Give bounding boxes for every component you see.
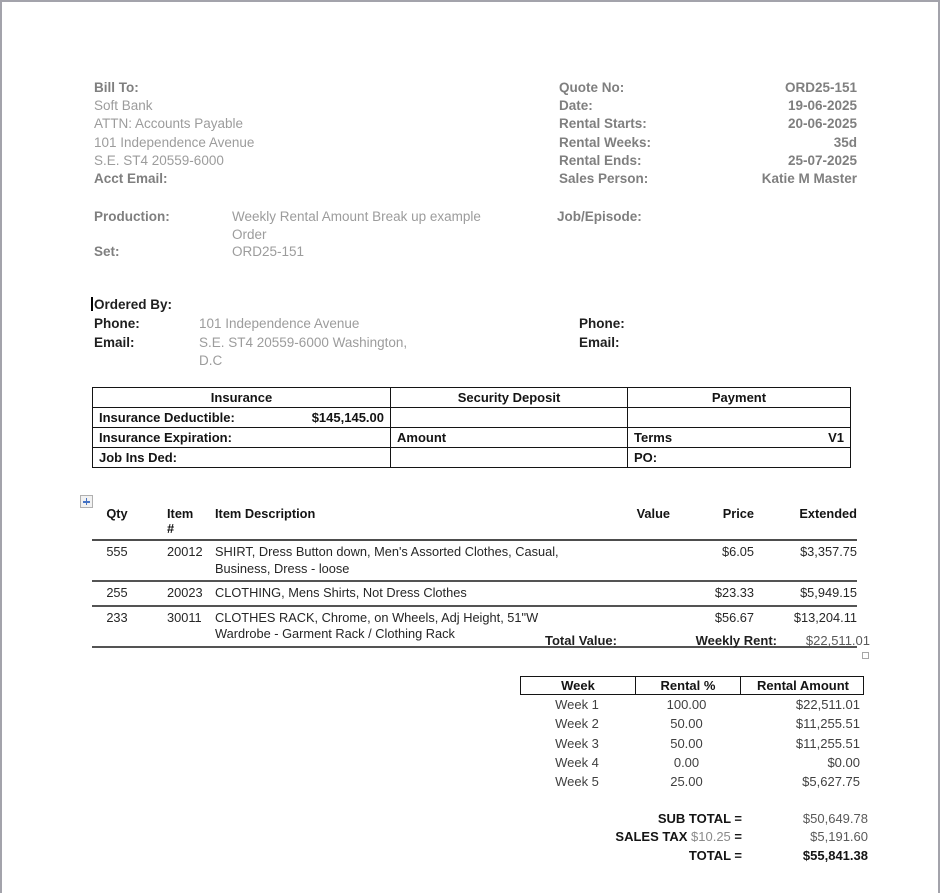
week-2-label: Week 2 xyxy=(555,716,599,732)
phone-label: Phone: xyxy=(94,316,140,331)
item-3-extended: $13,204.11 xyxy=(793,609,857,625)
item-3-qty: 233 xyxy=(106,609,128,625)
week-1-pct: 100.00 xyxy=(666,697,707,712)
insurance-deductible-cell xyxy=(93,408,391,428)
rental-weeks-label: Rental Weeks: xyxy=(559,134,652,150)
week-1-amount: $22,511.01 xyxy=(795,697,860,712)
ordered-by-label: Ordered By: xyxy=(94,297,173,312)
item-number-header: Item # xyxy=(167,506,194,536)
item-1-desc-line2: Business, Dress - loose xyxy=(215,560,350,576)
item-1-desc-line1: SHIRT, Dress Button down, Men's Assorted Clothes, Casual, xyxy=(215,544,559,559)
rental-starts-value: 20-06-2025 xyxy=(787,116,857,132)
week-table xyxy=(520,676,864,791)
terms-cell xyxy=(628,428,851,448)
total-value: $55,841.38 xyxy=(802,847,868,863)
item-2-qty: 255 xyxy=(106,585,128,600)
production-label: Production: xyxy=(94,209,170,224)
week-5-amount: $5,627.75 xyxy=(802,774,860,790)
job-ins-ded-label: Job Ins Ded: xyxy=(93,448,391,468)
item-row-1 xyxy=(92,541,857,582)
production-value xyxy=(232,208,532,244)
subtotal-value: $50,649.78 xyxy=(802,811,868,826)
sales-tax-label xyxy=(502,828,742,846)
week-4-pct: 0.00 xyxy=(673,754,700,770)
week-3-amount: $11,255.51 xyxy=(795,735,860,751)
summary-block xyxy=(502,810,868,865)
items-header-row xyxy=(92,506,857,541)
production-value-line1: Weekly Rental Amount Break up example xyxy=(232,209,481,224)
sales-tax-suffix: = xyxy=(730,829,742,845)
price-header: Price xyxy=(722,506,754,521)
set-label: Set: xyxy=(94,244,120,259)
rental-pct-header: Rental % xyxy=(635,677,740,694)
bill-to-company: Soft Bank xyxy=(94,98,153,114)
acct-email-label: Acct Email: xyxy=(94,171,168,187)
value-header: Value xyxy=(636,506,670,521)
email-value-line2: D.C xyxy=(199,353,223,369)
weekly-rent-label: Weekly Rent: xyxy=(695,633,777,648)
insurance-deductible-value: $145,145.00 xyxy=(311,410,384,425)
sales-tax-value: $5,191.60 xyxy=(810,829,868,845)
sales-person-row xyxy=(559,170,857,188)
week-row-5 xyxy=(520,772,864,791)
item-1-qty: 555 xyxy=(106,544,128,559)
sales-tax-rate: $10.25 xyxy=(691,829,731,845)
extended-header: Extended xyxy=(799,506,857,521)
item-3-desc-line2: Wardrobe - Garment Rack / Clothing Rack xyxy=(215,626,455,641)
item-1-number: 20012 xyxy=(167,544,203,559)
job-ins-ded-row xyxy=(93,448,851,468)
week-3-pct: 50.00 xyxy=(670,735,703,751)
item-row-2 xyxy=(92,582,857,607)
payment-empty-cell xyxy=(628,408,851,428)
item-3-price: $56.67 xyxy=(714,609,754,625)
item-2-description xyxy=(202,585,590,602)
item-1-description xyxy=(202,544,590,577)
security-deposit-empty-cell xyxy=(391,408,628,428)
sales-tax-prefix: SALES TAX xyxy=(615,829,692,845)
week-2-pct: 50.00 xyxy=(670,716,703,732)
right-phone-label: Phone: xyxy=(579,316,625,331)
rental-weeks-value: 35d xyxy=(833,134,857,150)
week-header: Week xyxy=(561,678,595,693)
insurance-expiration-label: Insurance Expiration: xyxy=(93,428,391,448)
quote-no-row xyxy=(559,79,857,97)
rental-ends-value: 25-07-2025 xyxy=(787,152,857,168)
security-deposit-empty-cell2 xyxy=(391,448,628,468)
week-2-amount: $11,255.51 xyxy=(795,716,860,732)
terms-label: Terms xyxy=(634,430,673,445)
email-label: Email: xyxy=(94,335,135,350)
total-label: TOTAL = xyxy=(688,847,742,863)
security-deposit-header: Security Deposit xyxy=(391,388,628,408)
bill-to-address1: 101 Independence Avenue xyxy=(94,134,255,150)
terms-value: V1 xyxy=(828,430,844,445)
qty-header: Qty xyxy=(106,506,128,521)
payment-header: Payment xyxy=(628,388,851,408)
sales-person-value: Katie M Master xyxy=(761,171,857,187)
total-row xyxy=(502,847,868,865)
week-row-1 xyxy=(520,695,864,714)
sales-person-label: Sales Person: xyxy=(559,171,649,187)
weekly-rent-value: $22,511.01 xyxy=(805,633,870,648)
total-value-label: Total Value: xyxy=(545,633,617,648)
date-value: 19-06-2025 xyxy=(787,98,857,114)
week-table-body xyxy=(520,695,864,791)
item-2-desc-line1: CLOTHING, Mens Shirts, Not Dress Clothes xyxy=(215,585,467,600)
week-5-pct: 25.00 xyxy=(670,774,703,790)
sales-tax-row xyxy=(502,828,868,846)
item-1-extended: $3,357.75 xyxy=(800,544,857,559)
insurance-table-header-row xyxy=(93,388,851,408)
rental-ends-row xyxy=(559,152,857,170)
quote-no-value: ORD25-151 xyxy=(784,80,857,95)
po-label: PO: xyxy=(628,448,851,468)
production-value-line2: Order xyxy=(232,227,267,243)
phone-value: 101 Independence Avenue xyxy=(199,316,360,331)
amount-label: Amount xyxy=(391,428,628,448)
week-5-label: Week 5 xyxy=(555,774,599,790)
rental-amount-header: Rental Amount xyxy=(740,677,865,694)
week-3-label: Week 3 xyxy=(555,735,599,751)
item-1-price: $6.05 xyxy=(721,544,754,559)
rental-weeks-row xyxy=(559,134,857,152)
items-table xyxy=(92,506,857,648)
item-2-number: 20023 xyxy=(167,585,203,600)
item-1-value xyxy=(590,544,670,577)
insurance-header: Insurance xyxy=(93,388,391,408)
text-cursor xyxy=(91,297,93,311)
week-table-header-row xyxy=(520,676,864,695)
week-4-label: Week 4 xyxy=(555,754,599,770)
week-4-amount: $0.00 xyxy=(827,754,860,770)
set-value: ORD25-151 xyxy=(232,244,305,259)
date-row xyxy=(559,97,857,115)
subtotal-row xyxy=(502,810,868,828)
item-2-price: $23.33 xyxy=(714,585,754,600)
insurance-deductible-label: Insurance Deductible: xyxy=(99,410,235,425)
quote-no-label: Quote No: xyxy=(559,80,625,95)
insurance-table xyxy=(92,387,851,468)
quote-info-block xyxy=(559,79,857,188)
week-1-label: Week 1 xyxy=(555,697,599,712)
week-row-4 xyxy=(520,753,864,772)
job-episode-label: Job/Episode: xyxy=(557,209,642,224)
week-row-2 xyxy=(520,714,864,733)
item-2-extended: $5,949.15 xyxy=(800,585,857,600)
week-row-3 xyxy=(520,734,864,753)
rental-starts-row xyxy=(559,115,857,133)
item-2-value xyxy=(590,585,670,602)
rental-ends-label: Rental Ends: xyxy=(559,152,642,168)
email-value xyxy=(199,334,459,370)
right-email-label: Email: xyxy=(579,335,620,350)
insurance-deductible-row xyxy=(93,408,851,428)
bill-to-label: Bill To: xyxy=(94,80,139,95)
email-value-line1: S.E. ST4 20559-6000 Washington, xyxy=(199,335,408,350)
date-label: Date: xyxy=(559,98,593,114)
item-3-desc-line1: CLOTHES RACK, Chrome, on Wheels, Adj Height, 51"W xyxy=(215,609,539,625)
bill-to-address2: S.E. ST4 20559-6000 xyxy=(94,152,224,168)
bill-to-attn: ATTN: Accounts Payable xyxy=(94,116,244,132)
subtotal-label: SUB TOTAL = xyxy=(657,811,742,826)
bill-to-block xyxy=(94,79,254,188)
item-3-number: 30011 xyxy=(167,609,202,625)
table-resize-handle-icon[interactable] xyxy=(862,652,869,659)
item-description-header: Item Description xyxy=(215,506,316,521)
rental-starts-label: Rental Starts: xyxy=(559,116,647,132)
insurance-expiration-row xyxy=(93,428,851,448)
handle-cross-vertical xyxy=(86,498,88,505)
